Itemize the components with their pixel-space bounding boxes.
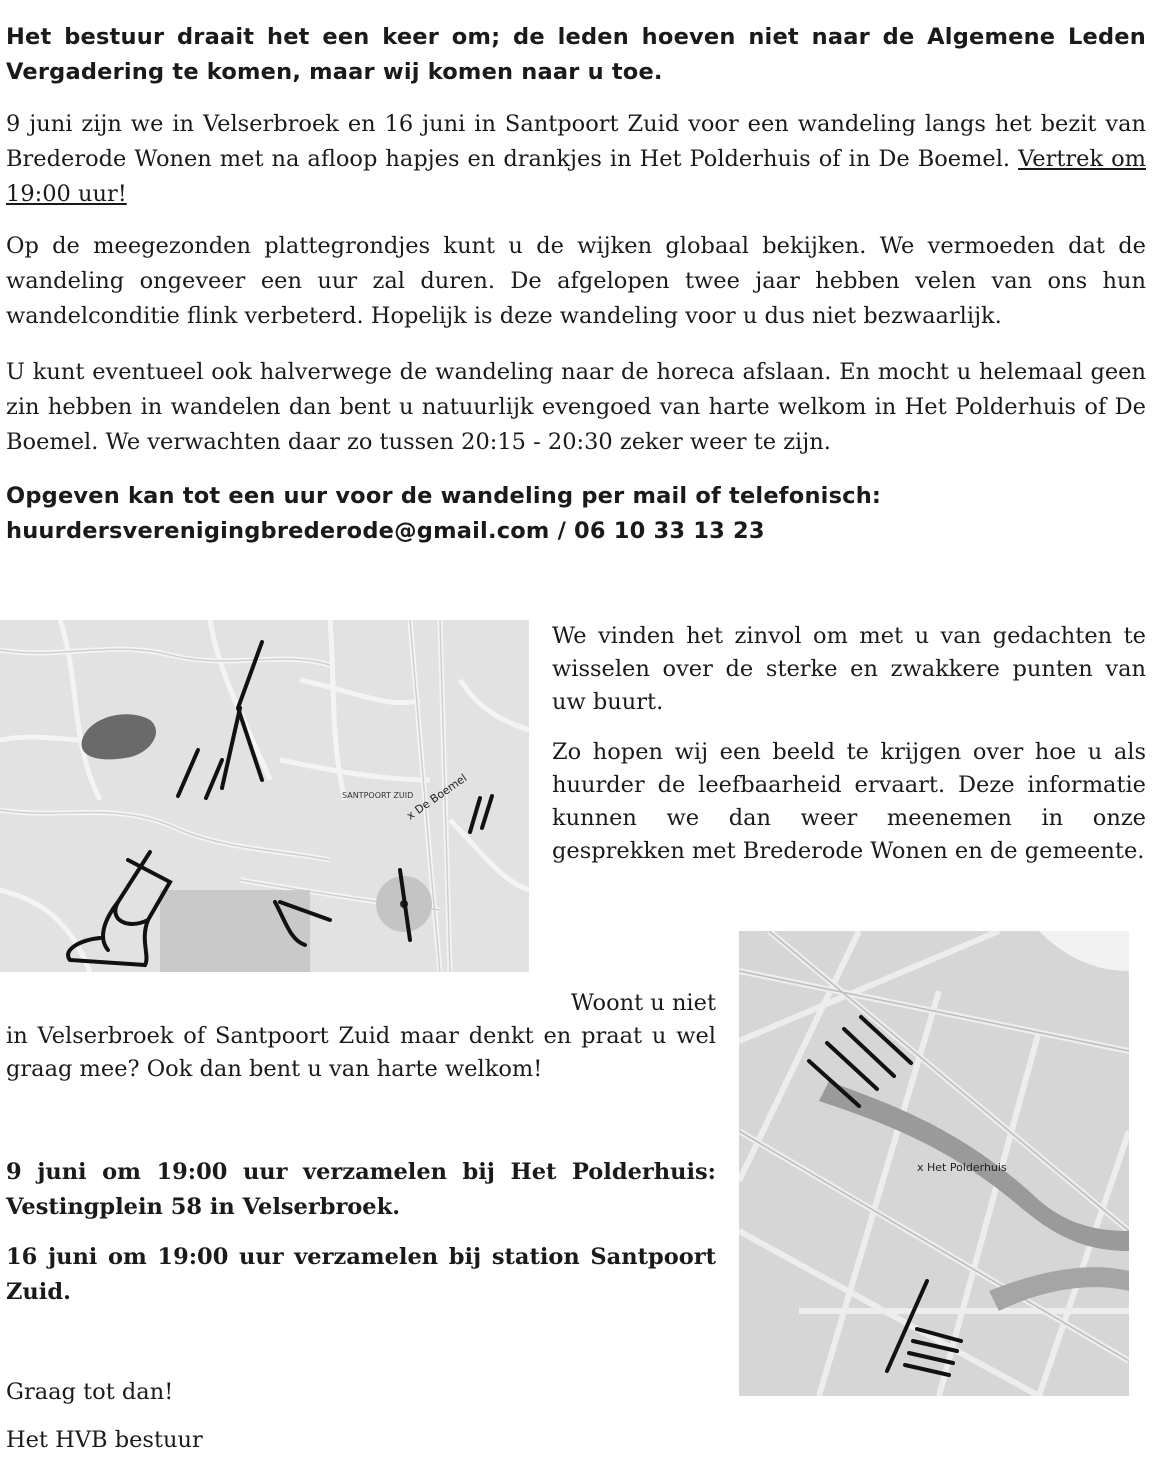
map-velserbroek — [739, 931, 1129, 1396]
marker-de-boemel: x De Boemel — [404, 771, 470, 823]
intro-paragraph-horeca: U kunt eventueel ook halverwege de wandeling naar de horeca afslaan. En mocht u helemaal geen zin hebben in wandelen dan bent u natuurlijk evengoed van harte welkom in Het Polderhuis of De Boemel. We verwachten daar zo tussen 20:15 - 20:30 zeker weer te zijn. — [6, 359, 1146, 455]
map-velserbroek-drawing — [739, 931, 1129, 1396]
woont-line-1: Woont u niet — [570, 990, 716, 1016]
contact-line: huurdersverenigingbrederode@gmail.com / 06 10 33 13 23 — [6, 518, 765, 544]
map-santpoort-zuid — [0, 620, 529, 972]
closing-line: Graag tot dan! — [6, 1379, 174, 1405]
side-paragraph-exchange: We vinden het zinvol om met u van gedachten te wisselen over de sterke en zwakkere punten van uw buurt. — [552, 623, 1146, 715]
map-santpoort-zuid-drawing — [0, 620, 529, 972]
intro-paragraph-maps: Op de meegezonden plattegrondjes kunt u de wijken globaal bekijken. We vermoeden dat de wandeling ongeveer een uur zal duren. De afgelopen twee jaar hebben velen van ons hun wandelconditie flink verbeterd. Hopelijk is deze wandeling voor u dus niet bezwaarlijk. — [6, 233, 1146, 329]
marker-het-polderhuis: x Het Polderhuis — [917, 1161, 1007, 1174]
departure-time: Vertrek om 19:00 uur! — [6, 146, 1146, 207]
signup-line: Opgeven kan tot een uur voor de wandeling per mail of telefonisch: — [6, 483, 882, 509]
dates-text: 9 juni zijn we in Velserbroek en 16 juni in Santpoort Zuid voor een wandeling langs het bezit van Brederode Wonen met na afloop hapjes en drankjes in Het Polderhuis of in De Boemel. — [6, 111, 1146, 172]
side-paragraph-livability: Zo hopen wij een beeld te krijgen over hoe u als huurder de leefbaarheid ervaart. Deze informatie kunnen we dan weer meenemen in onze gesprekken met Brederode Wonen en de gemeente. — [552, 739, 1146, 864]
meeting-santpoort: 16 juni om 19:00 uur verzamelen bij station Santpoort Zuid. — [6, 1244, 716, 1305]
woont-paragraph — [6, 987, 716, 1086]
intro-paragraph-dates — [6, 107, 1146, 212]
station-label: SANTPOORT ZUID — [342, 791, 414, 800]
signature: Het HVB bestuur — [6, 1427, 203, 1453]
meeting-velserbroek: 9 juni om 19:00 uur verzamelen bij Het Polderhuis: Vestingplein 58 in Velserbroek. — [6, 1159, 716, 1220]
intro-heading: Het bestuur draait het een keer om; de leden hoeven niet naar de Algemene Leden Vergadering te komen, maar wij komen naar u toe. — [6, 24, 1146, 85]
woont-line-2: in Velserbroek of Santpoort Zuid maar denkt en praat u wel graag mee? Ook dan bent u van harte welkom! — [6, 1023, 716, 1082]
